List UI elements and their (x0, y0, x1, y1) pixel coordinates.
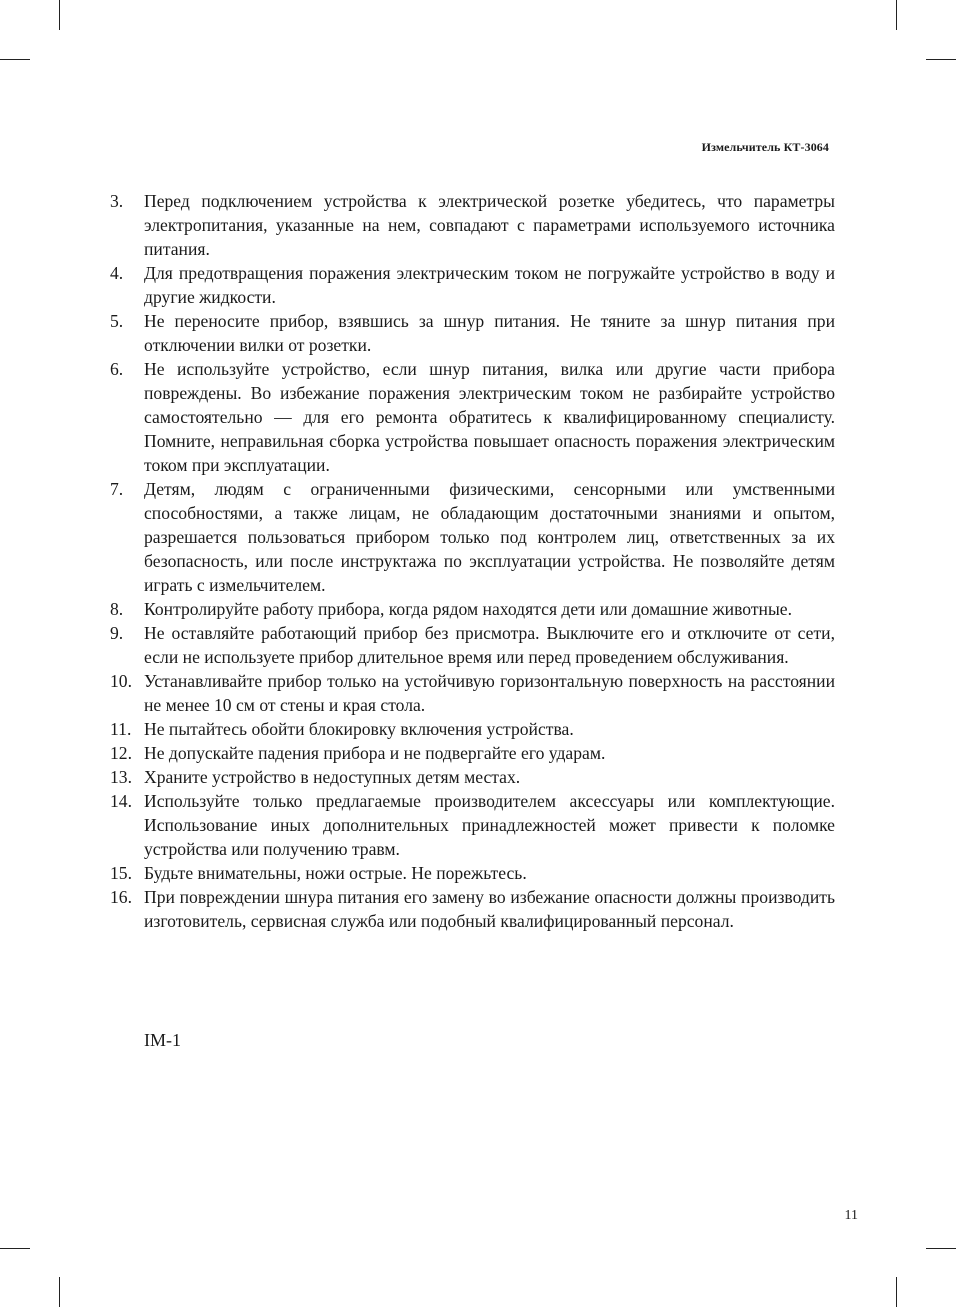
list-item (110, 669, 835, 717)
list-item (110, 309, 835, 357)
list-item (110, 861, 835, 885)
document-code: IM-1 (144, 1030, 181, 1050)
item-text: Не пытайтесь обойти блокировку включения устройства. (144, 719, 574, 739)
list-item (110, 261, 835, 309)
crop-mark-bottom-right-vertical (896, 1277, 897, 1307)
crop-mark-bottom-right-horizontal (926, 1248, 956, 1249)
item-text: Перед подключением устройства к электрической розетке убедитесь, что параметры электропитания, указанные на нем, совпадают с параметрами используемого источника питания. (144, 191, 835, 259)
list-item (110, 765, 835, 789)
item-text: Будьте внимательны, ножи острые. Не порежьтесь. (144, 863, 527, 883)
item-number: 10. (110, 671, 132, 691)
item-text: Контролируйте работу прибора, когда рядом находятся дети или домашние животные. (144, 599, 792, 619)
item-number: 14. (110, 791, 132, 811)
list-item (110, 189, 835, 261)
list-item (110, 717, 835, 741)
item-number: 9. (110, 623, 124, 643)
list-item (110, 621, 835, 669)
item-number: 6. (110, 359, 124, 379)
item-text: Для предотвращения поражения электрическим током не погружайте устройство в воду и другие жидкости. (144, 263, 835, 307)
item-text: Используйте только предлагаемые производителем аксессуары или комплектующие. Использование иных дополнительных принадлежностей может привести к поломке устройства или получению травм. (144, 791, 835, 859)
item-text: Не используйте устройство, если шнур питания, вилка или другие части прибора повреждены. Во избежание поражения электрическим током не разбирайте устройство самостоятельно — для его ремонта обратитесь к квалифицированному специалисту. Помните, неправильная сборка устройства повышает опасность поражения электрическим током при эксплуатации. (144, 359, 835, 475)
item-number: 13. (110, 767, 132, 787)
list-item (110, 885, 835, 933)
item-number: 5. (110, 311, 124, 331)
running-header-title: Измельчитель КТ-3064 (701, 140, 829, 154)
list-item (110, 597, 835, 621)
list-item (110, 741, 835, 765)
item-number: 4. (110, 263, 124, 283)
crop-mark-bottom-left-horizontal (0, 1248, 30, 1249)
item-text: Не переносите прибор, взявшись за шнур питания. Не тяните за шнур питания при отключении вилки от розетки. (144, 311, 835, 355)
item-text: Не оставляйте работающий прибор без присмотра. Выключите его и отключите от сети, если не используете прибор длительное время или перед проведением обслуживания. (144, 623, 835, 667)
item-text: Храните устройство в недоступных детям местах. (144, 767, 521, 787)
item-number: 11. (110, 719, 132, 739)
crop-mark-top-left-vertical (59, 0, 60, 30)
list-item (110, 789, 835, 861)
crop-mark-bottom-left-vertical (59, 1277, 60, 1307)
item-text: Устанавливайте прибор только на устойчивую горизонтальную поверхность на расстоянии не менее 10 см от стены и края стола. (144, 671, 835, 715)
crop-mark-top-right-horizontal (926, 59, 956, 60)
item-text: Детям, людям с ограниченными физическими, сенсорными или умственными способностями, а также лицам, не обладающим достаточными знаниями и опытом, разрешается пользоваться прибором только под контролем лиц, ответственных за их безопасность, или после инструктажа по эксплуатации устройства. Не позволяйте детям играть с измельчителем. (144, 479, 835, 595)
item-text: При повреждении шнура питания его замену во избежание опасности должны производить изготовитель, сервисная служба или подобный квалифицированный персонал. (144, 887, 835, 931)
crop-mark-top-right-vertical (896, 0, 897, 30)
item-number: 16. (110, 887, 132, 907)
item-number: 15. (110, 863, 132, 883)
item-number: 8. (110, 599, 124, 619)
item-number: 12. (110, 743, 132, 763)
list-item (110, 357, 835, 477)
item-number: 7. (110, 479, 124, 499)
page-number: 11 (844, 1208, 858, 1223)
list-item (110, 477, 835, 597)
item-number: 3. (110, 191, 124, 211)
item-text: Не допускайте падения прибора и не подвергайте его ударам. (144, 743, 606, 763)
safety-instructions-list (110, 189, 835, 933)
crop-mark-top-left-horizontal (0, 59, 30, 60)
